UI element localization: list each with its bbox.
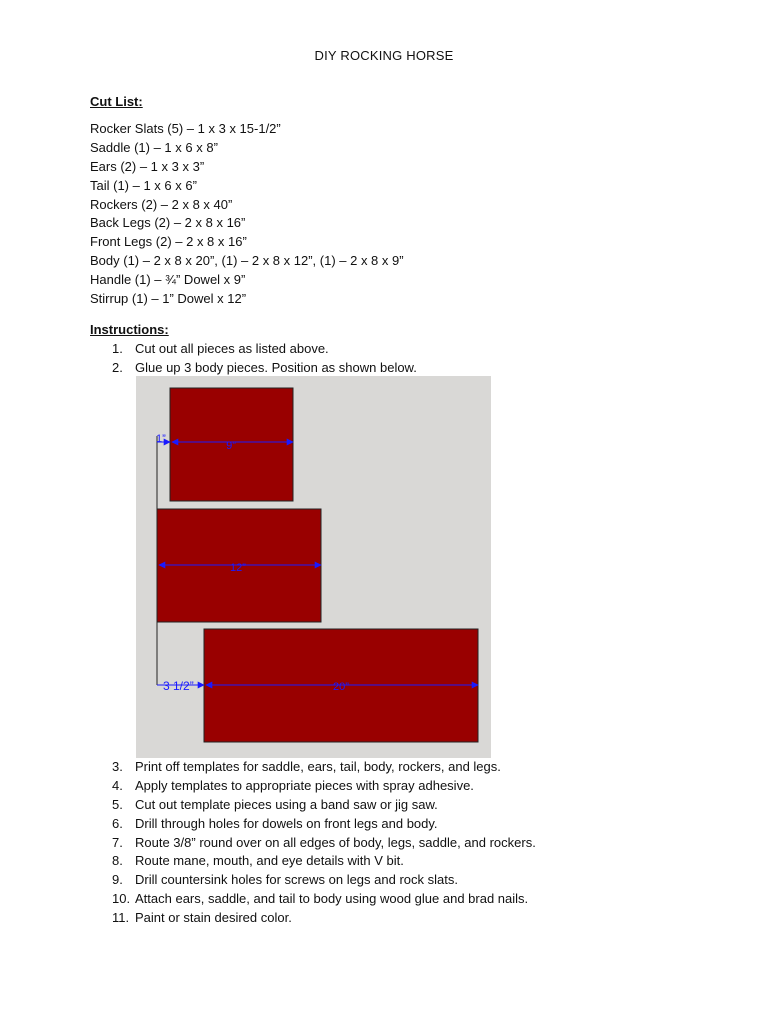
cut-list-item: Ears (2) – 1 x 3 x 3” <box>90 158 205 174</box>
step-text: Drill through holes for dowels on front legs and body. <box>135 815 438 831</box>
label-offset-top: 1” <box>156 433 166 445</box>
cut-list-item: Front Legs (2) – 2 x 8 x 16” <box>90 234 247 250</box>
label-offset-bottom: 3 1/2” <box>163 679 194 693</box>
step-text: Apply templates to appropriate pieces with spray adhesive. <box>135 777 474 793</box>
step-text: Route mane, mouth, and eye details with V bit. <box>135 853 404 869</box>
step-text: Attach ears, saddle, and tail to body using wood glue and brad nails. <box>135 891 529 907</box>
step-number: 2. <box>112 359 123 375</box>
cut-list-item: Saddle (1) – 1 x 6 x 8” <box>90 139 218 155</box>
step-number: 8. <box>112 853 123 869</box>
step-text: Route 3/8” round over on all edges of body, legs, saddle, and rockers. <box>135 834 536 850</box>
cut-list-item: Tail (1) – 1 x 6 x 6” <box>90 177 197 193</box>
step-text: Print off templates for saddle, ears, tail, body, rockers, and legs. <box>135 759 501 774</box>
step-text: Cut out all pieces as listed above. <box>135 341 329 356</box>
cut-list-item: Back Legs (2) – 2 x 8 x 16” <box>90 215 246 231</box>
step-number: 5. <box>112 796 123 812</box>
step-number: 4. <box>112 777 123 793</box>
cut-list-item: Stirrup (1) – 1” Dowel x 12” <box>90 291 247 307</box>
step-number: 1. <box>112 341 123 356</box>
cut-list-heading: Cut List: <box>90 94 143 109</box>
cut-list-item: Body (1) – 2 x 8 x 20”, (1) – 2 x 8 x 12”, (1) – 2 x 8 x 9” <box>90 253 404 269</box>
step-number: 10. <box>112 891 131 907</box>
step-number: 9. <box>112 872 123 888</box>
step-text: Glue up 3 body pieces. Position as shown below. <box>135 359 417 375</box>
step-number: 6. <box>112 815 123 831</box>
label-board-middle: 12” <box>230 562 246 574</box>
cut-list-item: Rocker Slats (5) – 1 x 3 x 15-1/2” <box>90 121 281 136</box>
cut-list-item: Handle (1) – ¾” Dowel x 9” <box>90 272 246 288</box>
step-number: 7. <box>112 834 123 850</box>
step-text: Paint or stain desired color. <box>135 910 292 926</box>
step-text: Drill countersink holes for screws on legs and rock slats. <box>135 872 458 888</box>
cut-list <box>90 120 404 309</box>
step-text: Cut out template pieces using a band saw or jig saw. <box>135 796 438 812</box>
step-number: 11. <box>112 910 130 926</box>
body-glue-up-diagram <box>136 376 491 758</box>
instructions-heading: Instructions: <box>90 322 169 337</box>
page-title: DIY ROCKING HORSE <box>314 48 454 63</box>
label-board-top: 9” <box>226 440 236 452</box>
step-number: 3. <box>112 759 123 774</box>
label-board-bottom: 20” <box>333 681 349 693</box>
cut-list-item: Rockers (2) – 2 x 8 x 40” <box>90 196 233 212</box>
